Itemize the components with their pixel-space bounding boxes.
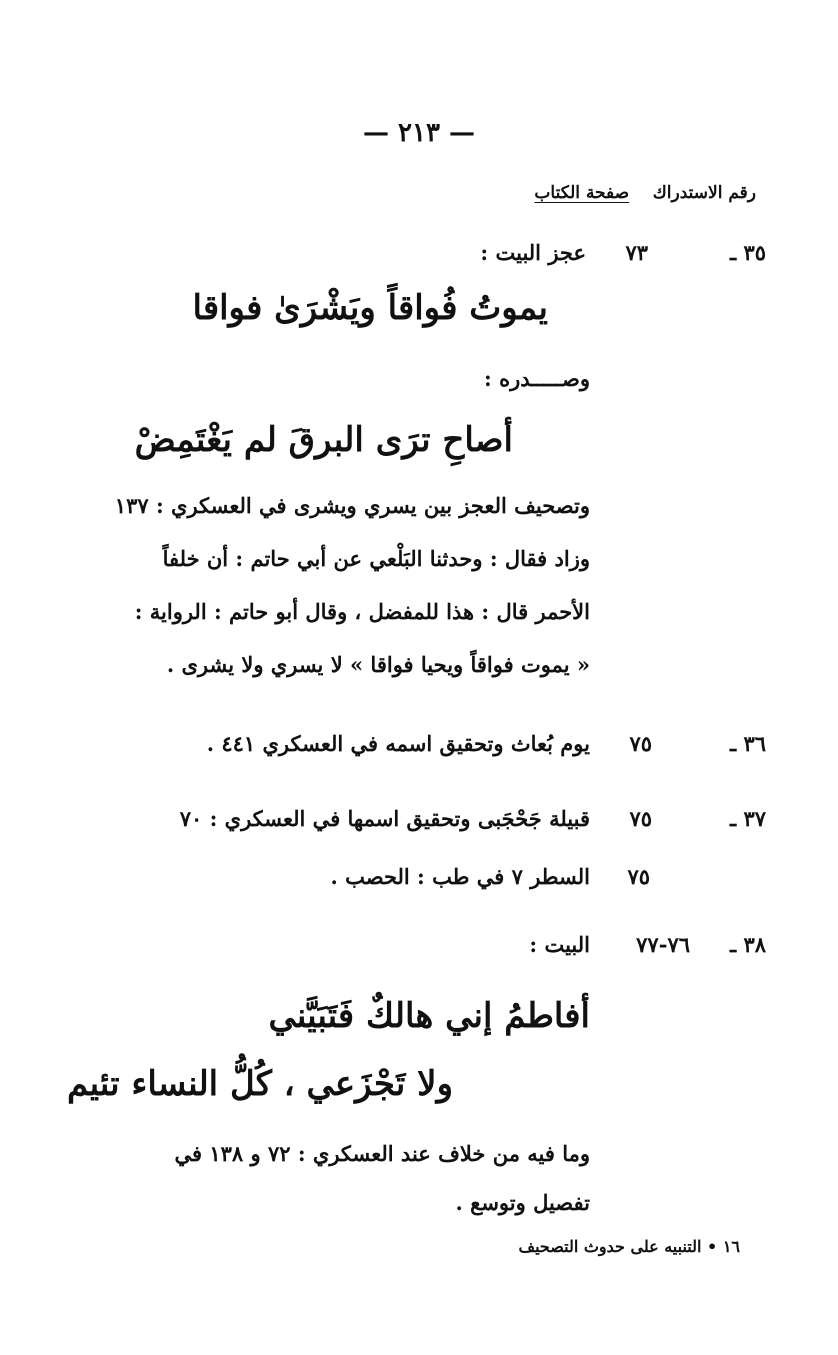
entry-38-page: ٧٦-٧٧ <box>636 932 690 957</box>
entry-36-text: يوم بُعاث وتحقيق اسمه في العسكري ٤٤١ . <box>206 731 590 756</box>
column-header-book-page: صفحة الكتاب <box>534 183 630 203</box>
page-footer: ١٦ • التنبيه على حدوث التصحيف <box>518 1237 740 1256</box>
entry-37-number: ٣٧ ـ <box>729 806 766 831</box>
entry-37-sub-page: ٧٥ <box>627 864 650 889</box>
entry-35-line-2: وزاد فقال : وحدثنا البَلْعي عن أبي حاتم : أن خلفاً <box>162 546 590 571</box>
page-number: — ٢١٣ — <box>362 118 476 148</box>
entry-35-sadr-verse: أصاحِ ترَى البرقَ لم يَغْتَمِضْ <box>134 420 513 460</box>
entry-38-line-1: وما فيه من خلاف عند العسكري : ٧٢ و ١٣٨ في <box>174 1141 590 1166</box>
entry-36-number: ٣٦ ـ <box>729 731 766 756</box>
entry-38-label: البيت : <box>529 932 590 957</box>
column-header <box>534 183 756 203</box>
entry-38-number: ٣٨ ـ <box>729 932 766 957</box>
entry-38-verse-2: ولا تَجْزَعي ، كُلُّ النساء تئيم <box>66 1064 453 1104</box>
entry-38-verse-1: أفاطمُ إني هالكٌ فَتَبَيَّني <box>268 996 590 1036</box>
entry-35-line-3: الأحمر قال : هذا للمفضل ، وقال أبو حاتم : الرواية : <box>134 599 590 624</box>
column-header-recovery-no: رقم الاستدراك <box>652 183 756 203</box>
entry-37-text: قبيلة جَحْجَبى وتحقيق اسمها في العسكري : ٧٠ <box>179 806 590 831</box>
entry-35-line-4: « يموت فواقاً ويحيا فواقا » لا يسري ولا يشرى . <box>166 652 590 677</box>
entry-35-verse: يموتُ فُواقاً ويَشْرَىٰ فواقا <box>192 288 548 328</box>
entry-35-number: ٣٥ ـ <box>729 240 766 265</box>
entry-35-sadr-label: وصـــــدره : <box>484 366 590 391</box>
entry-37-sub-text: السطر ٧ في طب : الحصب . <box>330 864 590 889</box>
entry-36-page: ٧٥ <box>629 731 652 756</box>
entry-35-page: ٧٣ <box>625 240 648 265</box>
entry-35-line-1: وتصحيف العجز بين يسري ويشرى في العسكري : ١٣٧ <box>114 493 590 518</box>
entry-37-page: ٧٥ <box>629 806 652 831</box>
entry-38-line-2: تفصيل وتوسع . <box>455 1190 590 1215</box>
entry-35-label: عجز البيت : <box>480 240 586 265</box>
